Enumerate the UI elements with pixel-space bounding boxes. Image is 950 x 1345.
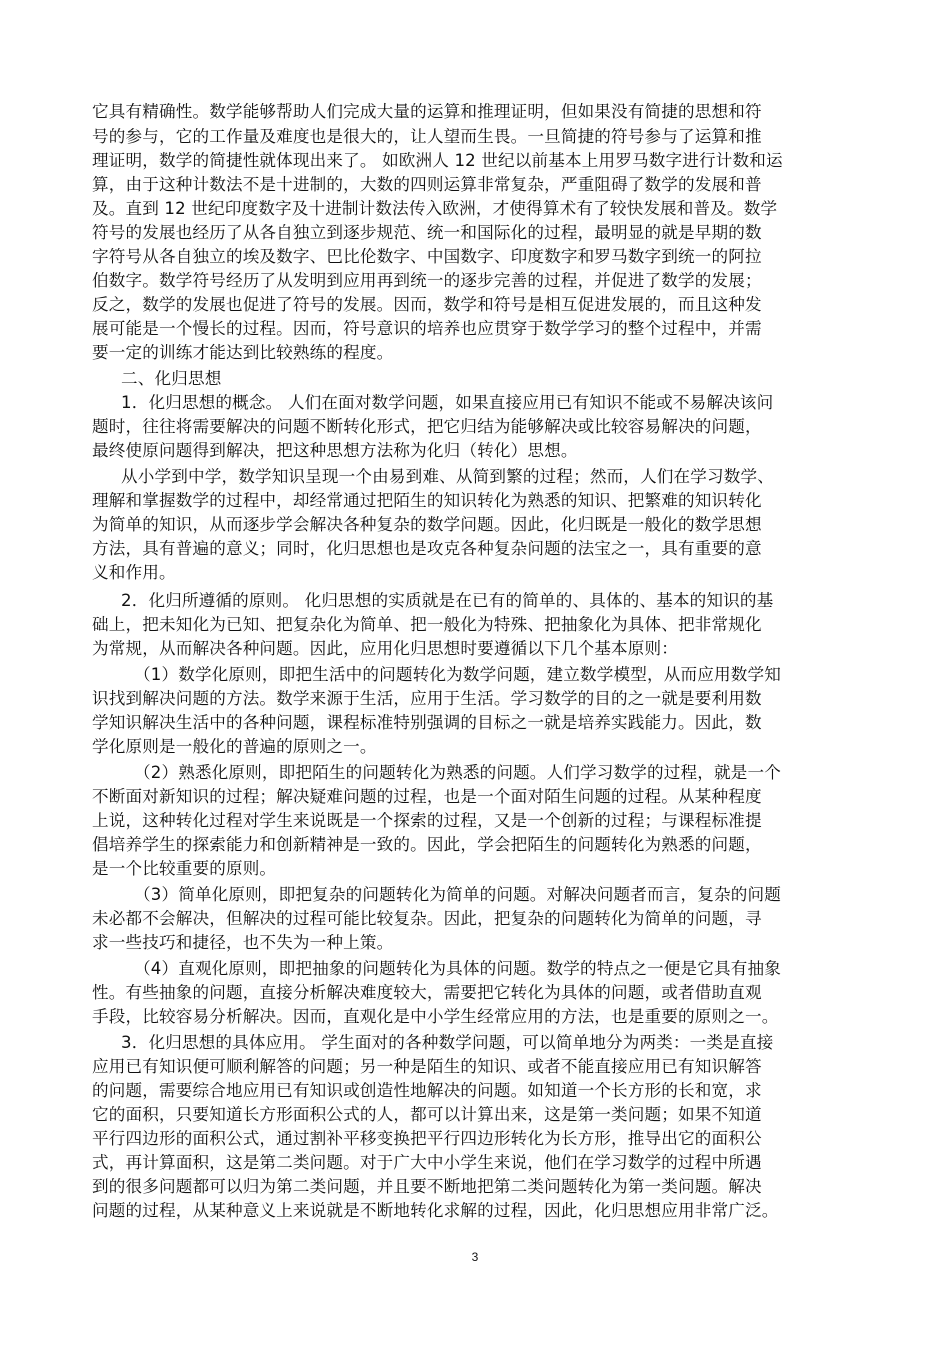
- text-line: 到的很多问题都可以归为第二类问题，并且要不断地把第二类问题转化为第一类问题。解决: [92, 1177, 762, 1196]
- text-line: 伯数字。数学符号经历了从发明到应用再到统一的逐步完善的过程，并促进了数学的发展；: [92, 271, 762, 290]
- text-line: 义和作用。: [92, 563, 176, 582]
- text-line: 3．化归思想的具体应用。 学生面对的各种数学问题，可以简单地分为两类：一类是直接: [121, 1033, 774, 1052]
- text-line: 理解和掌握数学的过程中，却经常通过把陌生的知识转化为熟悉的知识、把繁难的知识转化: [92, 491, 762, 510]
- text-line: 字符号从各自独立的埃及数字、巴比伦数字、中国数字、印度数字和罗马数字到统一的阿拉: [92, 247, 762, 266]
- text-line: （2）熟悉化原则，即把陌生的问题转化为熟悉的问题。人们学习数学的过程，就是一个: [134, 763, 781, 782]
- text-line: （3）简单化原则，即把复杂的问题转化为简单的问题。对解决问题者而言，复杂的问题: [134, 885, 781, 904]
- text-line: 理证明，数学的简捷性就体现出来了。 如欧洲人 12 世纪以前基本上用罗马数字进行计数和运: [92, 151, 783, 170]
- text-line: 手段，比较容易分析解决。因而，直观化是中小学生经常应用的方法，也是重要的原则之一。: [92, 1007, 779, 1026]
- text-line: 求一些技巧和捷径，也不失为一种上策。: [92, 933, 394, 952]
- text-line: 倡培养学生的探索能力和创新精神是一致的。因此，学会把陌生的问题转化为熟悉的问题，: [92, 835, 762, 854]
- text-line: 识找到解决问题的方法。数学来源于生活，应用于生活。学习数学的目的之一就是要利用数: [92, 689, 762, 708]
- text-line: 式，再计算面积，这是第二类问题。对于广大中小学生来说，他们在学习数学的过程中所遇: [92, 1153, 762, 1172]
- text-line: 平行四边形的面积公式，通过割补平移变换把平行四边形转化为长方形，推导出它的面积公: [92, 1129, 762, 1148]
- text-line: 反之，数学的发展也促进了符号的发展。因而，数学和符号是相互促进发展的，而且这种发: [92, 295, 762, 314]
- text-line: 未必都不会解决，但解决的过程可能比较复杂。因此，把复杂的问题转化为简单的问题，寻: [92, 909, 762, 928]
- text-line: （4）直观化原则，即把抽象的问题转化为具体的问题。数学的特点之一便是它具有抽象: [134, 959, 781, 978]
- text-line: 学知识解决生活中的各种问题，课程标准特别强调的目标之一就是培养实践能力。因此，数: [92, 713, 762, 732]
- text-line: 它具有精确性。数学能够帮助人们完成大量的运算和推理证明，但如果没有简捷的思想和符: [92, 102, 762, 121]
- text-line: 符号的发展也经历了从各自独立到逐步规范、统一和国际化的过程，最明显的就是早期的数: [92, 223, 762, 242]
- text-line: 从小学到中学，数学知识呈现一个由易到难、从简到繁的过程；然而，人们在学习数学、: [121, 467, 775, 486]
- text-line: 它的面积，只要知道长方形面积公式的人，都可以计算出来，这是第一类问题；如果不知道: [92, 1105, 762, 1124]
- text-line: 展可能是一个慢长的过程。因而，符号意识的培养也应贯穿于数学学习的整个过程中，并需: [92, 319, 762, 338]
- text-line: 二、化归思想: [121, 369, 222, 388]
- text-line: （1）数学化原则，即把生活中的问题转化为数学问题，建立数学模型，从而应用数学知: [134, 665, 781, 684]
- text-line: 要一定的训练才能达到比较熟练的程度。: [92, 343, 394, 362]
- text-line: 最终使原问题得到解决，把这种思想方法称为化归（转化）思想。: [92, 441, 578, 460]
- text-line: 上说，这种转化过程对学生来说既是一个探索的过程，又是一个创新的过程；与课程标准提: [92, 811, 762, 830]
- text-line: 应用已有知识便可顺利解答的问题；另一种是陌生的知识、或者不能直接应用已有知识解答: [92, 1057, 762, 1076]
- text-line: 学化原则是一般化的普遍的原则之一。: [92, 737, 377, 756]
- text-line: 题时，往往将需要解决的问题不断转化形式，把它归结为能够解决或比较容易解决的问题，: [92, 417, 762, 436]
- text-line: 为简单的知识，从而逐步学会解决各种复杂的数学问题。因此，化归既是一般化的数学思想: [92, 515, 762, 534]
- text-line: 问题的过程，从某种意义上来说就是不断地转化求解的过程，因此，化归思想应用非常广泛。: [92, 1201, 779, 1220]
- text-line: 的问题，需要综合地应用已有知识或创造性地解决的问题。如知道一个长方形的长和宽，求: [92, 1081, 762, 1100]
- text-line: 不断面对新知识的过程；解决疑难问题的过程，也是一个面对陌生问题的过程。从某种程度: [92, 787, 762, 806]
- text-line: 及。直到 12 世纪印度数字及十进制计数法传入欧洲，才使得算术有了较快发展和普及。数学: [92, 199, 778, 218]
- page-number: 3: [471, 1250, 479, 1264]
- text-line: 为常规，从而解决各种问题。因此，应用化归思想时要遵循以下几个基本原则：: [92, 639, 679, 658]
- text-line: 号的参与，它的工作量及难度也是很大的，让人望而生畏。一旦简捷的符号参与了运算和推: [92, 127, 762, 146]
- text-line: 2．化归所遵循的原则。 化归思想的实质就是在已有的简单的、具体的、基本的知识的基: [121, 591, 774, 610]
- text-line: 是一个比较重要的原则。: [92, 859, 277, 878]
- text-line: 1．化归思想的概念。 人们在面对数学问题，如果直接应用已有知识不能或不易解决该问: [121, 393, 774, 412]
- text-line: 算，由于这种计数法不是十进制的，大数的四则运算非常复杂，严重阻碍了数学的发展和普: [92, 175, 762, 194]
- text-line: 性。有些抽象的问题，直接分析解决难度较大，需要把它转化为具体的问题，或者借助直观: [92, 983, 762, 1002]
- text-line: 方法，具有普遍的意义；同时，化归思想也是攻克各种复杂问题的法宝之一，具有重要的意: [92, 539, 762, 558]
- text-line: 础上，把未知化为已知、把复杂化为简单、把一般化为特殊、把抽象化为具体、把非常规化: [92, 615, 762, 634]
